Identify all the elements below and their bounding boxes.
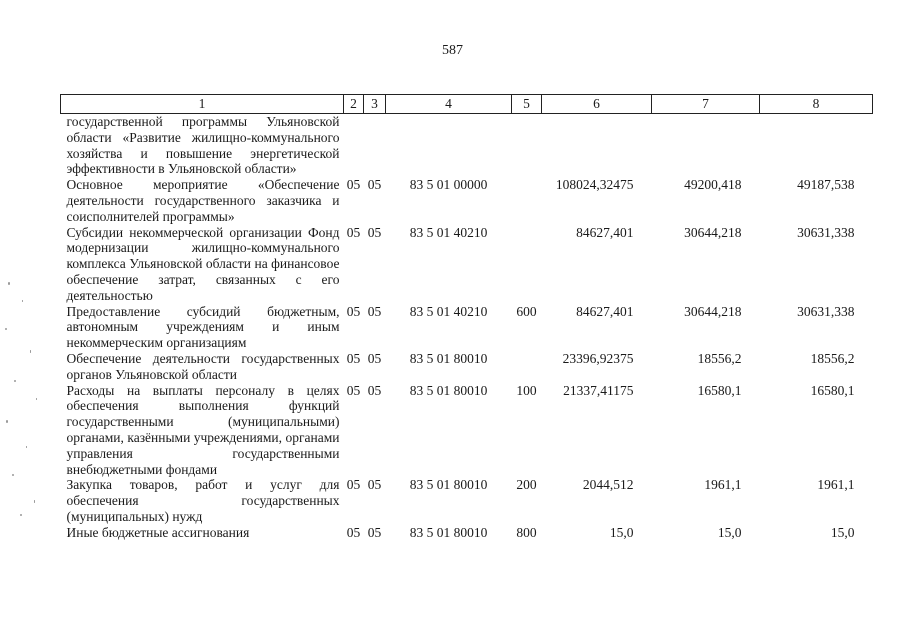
row-section: 05 <box>346 382 361 398</box>
row-expense-type: 100 <box>516 382 537 398</box>
row-amount-3: 30631,338 <box>797 224 855 240</box>
scan-speck <box>34 500 35 503</box>
budget-table <box>60 94 873 541</box>
scan-speck <box>6 420 8 423</box>
row-subsection: 05 <box>367 350 382 366</box>
col-header-2: 2 <box>344 95 364 114</box>
scan-speck <box>30 350 31 353</box>
scan-speck <box>5 328 7 330</box>
header-row <box>61 95 873 114</box>
scan-speck <box>20 514 22 516</box>
row-amount-3: 30631,338 <box>797 303 855 319</box>
row-expense-type <box>512 351 542 383</box>
table-row <box>61 525 873 541</box>
row-amount-2: 16580,1 <box>697 382 742 398</box>
row-subsection <box>364 114 386 178</box>
row-description: Предоставление субсидий бюджетным, автономным учреждениям и иным некоммерческим организациям <box>66 303 340 351</box>
row-subsection: 05 <box>367 224 382 240</box>
row-description: Субсидии некоммерческой организации Фонд модернизации жилищно-коммунального комплекса Ульяновской области на финансовое обеспечение затрат, связанных с его деятельностью <box>66 224 340 303</box>
row-subsection: 05 <box>367 524 382 540</box>
row-amount-2: 18556,2 <box>697 350 742 366</box>
row-expense-type: 600 <box>516 303 537 319</box>
scan-speck <box>12 474 14 476</box>
row-section: 05 <box>346 477 361 493</box>
row-amount-2: 49200,418 <box>684 177 742 193</box>
row-target-article <box>386 114 512 178</box>
table-row <box>61 114 873 178</box>
row-section <box>344 114 364 178</box>
row-section: 05 <box>346 177 361 193</box>
row-subsection: 05 <box>367 177 382 193</box>
row-amount-2 <box>652 114 760 178</box>
col-header-6: 6 <box>542 95 652 114</box>
page-number: 587 <box>442 43 463 58</box>
row-expense-type <box>512 177 542 224</box>
row-amount-2: 1961,1 <box>704 477 742 493</box>
row-expense-type <box>512 114 542 178</box>
row-description: Иные бюджетные ассигнования <box>66 524 250 540</box>
row-subsection: 05 <box>367 303 382 319</box>
row-section: 05 <box>346 524 361 540</box>
scan-speck <box>22 300 23 302</box>
row-amount-2: 30644,218 <box>684 303 742 319</box>
row-section: 05 <box>346 303 361 319</box>
row-amount-3: 16580,1 <box>810 382 855 398</box>
scan-speck <box>8 282 10 285</box>
row-target-article: 83 5 01 80010 <box>409 350 488 366</box>
row-subsection: 05 <box>367 477 382 493</box>
row-target-article: 83 5 01 80010 <box>409 524 488 540</box>
row-amount-2: 15,0 <box>717 524 742 540</box>
row-amount-1: 2044,512 <box>582 477 634 493</box>
row-amount-3: 15,0 <box>830 524 855 540</box>
row-expense-type: 200 <box>516 477 537 493</box>
row-subsection: 05 <box>367 382 382 398</box>
table-row <box>61 383 873 478</box>
row-amount-1: 21337,41175 <box>563 382 634 398</box>
row-amount-1: 23396,92375 <box>562 350 634 366</box>
row-description: государственной программы Ульяновской области «Развитие жилищно-коммунального хозяйства и повышение энергетической эффективности в Ульяновской области» <box>66 114 340 177</box>
table-row <box>61 304 873 351</box>
row-description: Обеспечение деятельности государственных органов Ульяновской области <box>66 350 340 382</box>
col-header-1: 1 <box>61 95 344 114</box>
col-header-3: 3 <box>364 95 386 114</box>
row-amount-1 <box>542 114 652 178</box>
row-amount-1: 108024,32475 <box>555 177 634 193</box>
col-header-7: 7 <box>652 95 760 114</box>
row-target-article: 83 5 01 80010 <box>409 382 488 398</box>
row-amount-1: 84627,401 <box>576 303 634 319</box>
table-row <box>61 177 873 224</box>
col-header-4: 4 <box>386 95 512 114</box>
scan-speck <box>14 380 16 382</box>
col-header-8: 8 <box>760 95 873 114</box>
row-section: 05 <box>346 350 361 366</box>
table-row <box>61 477 873 524</box>
row-amount-3 <box>760 114 873 178</box>
table-row <box>61 351 873 383</box>
row-target-article: 83 5 01 00000 <box>409 177 488 193</box>
row-target-article: 83 5 01 40210 <box>409 224 488 240</box>
row-section: 05 <box>346 224 361 240</box>
scan-artifacts <box>0 270 44 530</box>
row-expense-type <box>512 225 542 304</box>
row-target-article: 83 5 01 40210 <box>409 303 488 319</box>
col-header-5: 5 <box>512 95 542 114</box>
scan-speck <box>36 398 37 400</box>
row-description: Закупка товаров, работ и услуг для обеспечения государственных (муниципальных) нужд <box>66 477 340 524</box>
row-amount-3: 18556,2 <box>810 350 855 366</box>
row-amount-3: 1961,1 <box>817 477 855 493</box>
row-amount-2: 30644,218 <box>684 224 742 240</box>
table-row <box>61 225 873 304</box>
row-description: Основное мероприятие «Обеспечение деятельности государственного заказчика и соисполнителей программы» <box>66 177 340 224</box>
row-expense-type: 800 <box>516 524 537 540</box>
scan-speck <box>26 446 27 448</box>
row-amount-3: 49187,538 <box>797 177 855 193</box>
row-target-article: 83 5 01 80010 <box>409 477 488 493</box>
row-description: Расходы на выплаты персоналу в целях обеспечения выполнения функций государственными (муниципальными) органами, казёнными учреждениями, органами управления государственными внебюджетными фондами <box>66 382 340 477</box>
row-amount-1: 84627,401 <box>576 224 634 240</box>
row-amount-1: 15,0 <box>609 524 634 540</box>
